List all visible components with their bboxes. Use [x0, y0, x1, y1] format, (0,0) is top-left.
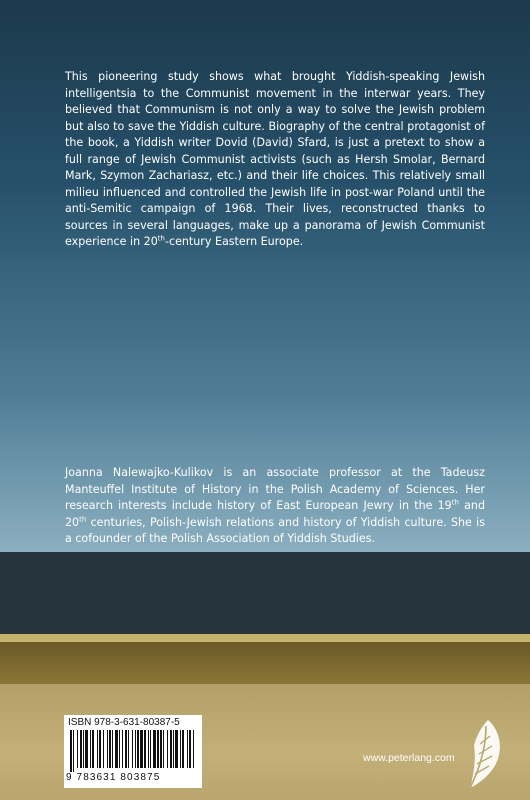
barcode-bar [189, 730, 191, 768]
barcode-bar [144, 730, 146, 768]
barcode-bar [137, 730, 139, 768]
barcode-bar [83, 730, 84, 768]
peter-lang-feather-logo-icon [452, 718, 508, 794]
barcode-bar [132, 730, 133, 768]
barcode-bar [167, 730, 168, 768]
barcode-bar [163, 730, 164, 768]
barcode [64, 715, 202, 788]
barcode-bar [148, 730, 149, 768]
barcode-bar [97, 730, 98, 768]
barcode-bar [115, 730, 118, 768]
barcode-bar [112, 730, 113, 768]
barcode-bar [160, 730, 162, 768]
barcode-bar [80, 730, 82, 768]
barcode-bar [187, 730, 188, 768]
barcode-bar [92, 730, 94, 768]
barcode-bar [122, 730, 123, 768]
barcode-bar [77, 730, 78, 768]
description-text: This pioneering study shows what brought Yiddish-speaking Jewish intelligentsia to the Communist movement in the interwar years. They believed that Communism is not only a way to solve the Jewish problem but also to save the Yiddish culture. Biography of the central protagonist of the book, a Yiddish writer Dovid (David) Sfard, is just a pretext to show a full range of Jewish Communist activists (such as Hersh Smolar, Bernard Mark, Szymon Zachariasz, etc.) and their life choices. This relatively small milieu influenced and controlled the Jewish life in post-war Poland until the anti-Semitic campaign of 1968. Their lives, reconstructed thanks to sources in several languages, make up a panorama of Jewish Communist experience in 20th-century Eastern Europe. [65, 70, 485, 248]
publisher-website: www.peterlang.com [363, 752, 455, 764]
barcode-bar [128, 730, 129, 768]
barcode-bar [90, 730, 91, 768]
barcode-bar [140, 730, 143, 768]
barcode-bar [73, 730, 74, 772]
barcode-bar [173, 730, 174, 768]
barcode-bar [180, 730, 181, 768]
barcode-bar [193, 730, 194, 768]
barcode-bar [153, 730, 156, 768]
barcode-bar [85, 730, 88, 768]
olive-band [0, 642, 530, 684]
dark-band [0, 552, 530, 634]
barcode-digits: 9 783631 803875 [66, 772, 161, 783]
barcode-bars [70, 730, 196, 772]
barcode-bar [175, 730, 178, 768]
barcode-bar [109, 730, 111, 768]
barcode-bar [103, 730, 104, 768]
author-bio-text: Joanna Nalewajko-Kulikov is an associate professor at the Tadeusz Manteuffel Institute of History in the Polish Academy of Sciences. Her research interests include history of East European Jewry in the 19th and 20th centuries, Polish-Jewish relations and history of Yiddish culture. She is a cofounder of the Polish Association of Yiddish Studies. [65, 466, 485, 545]
barcode-bar [70, 730, 72, 772]
barcode-bar [119, 730, 120, 768]
barcode-bar [182, 730, 184, 768]
barcode-bar [99, 730, 101, 768]
barcode-bar [125, 730, 127, 768]
isbn-label: ISBN 978-3-631-80387-5 [68, 717, 180, 728]
barcode-bar [107, 730, 108, 768]
barcode-bar [150, 730, 151, 768]
text-panel [0, 22, 530, 552]
gold-stripe [0, 634, 530, 642]
barcode-bar [157, 730, 159, 768]
barcode-bar [135, 730, 136, 768]
barcode-bar [170, 730, 172, 768]
top-band [0, 0, 530, 22]
